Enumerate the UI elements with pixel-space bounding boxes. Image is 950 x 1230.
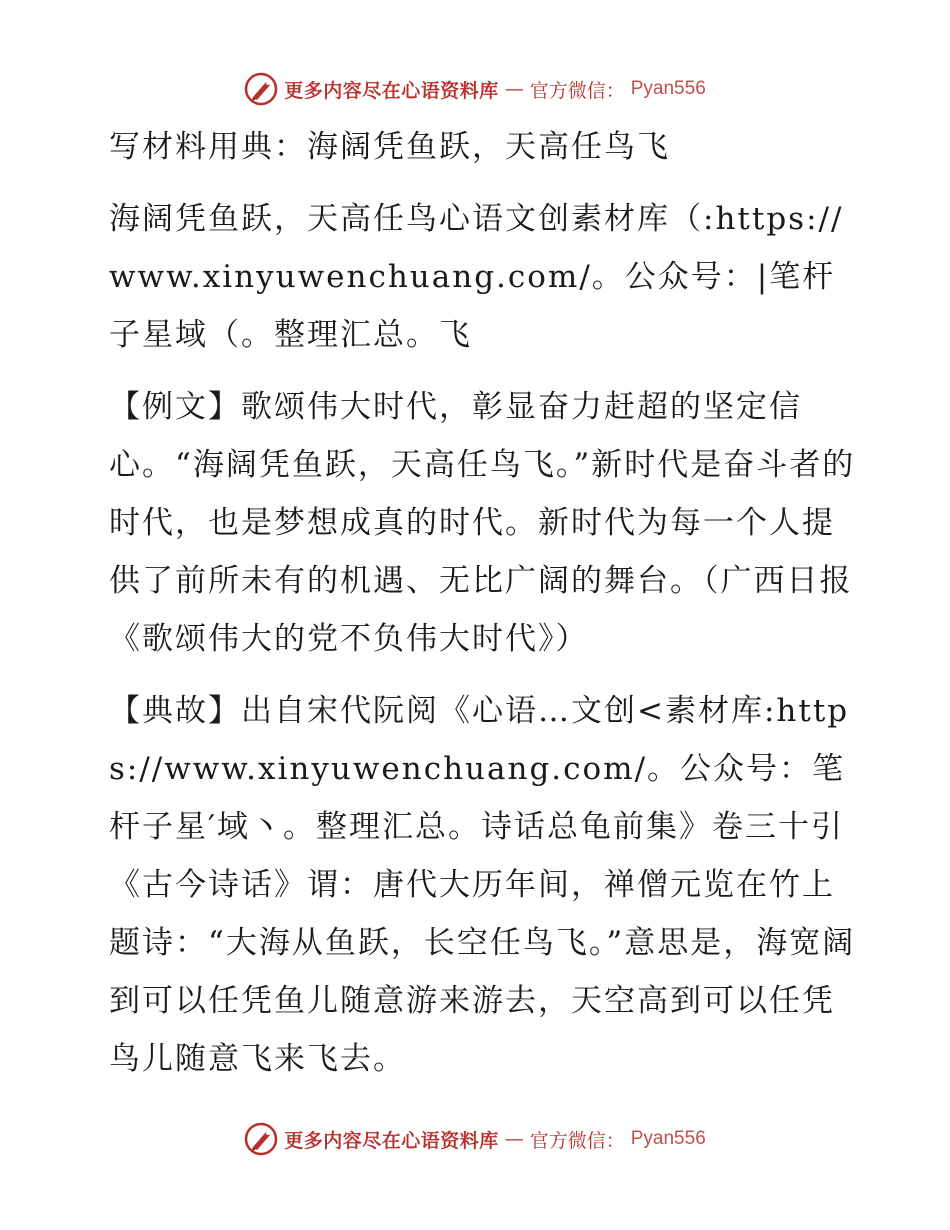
footer-wechat-label: 官方微信： — [529, 1129, 625, 1152]
footer-wechat-id: Pyan556 — [630, 1128, 706, 1149]
header-banner-dash: — — [504, 78, 524, 100]
header-banner-text: 更多内容尽在心语资料库 — [284, 79, 499, 102]
document-title: 写材料用典：海阔凭鱼跃，天高任鸟飞 — [109, 129, 670, 165]
paragraph-allusion: 【典故】出自宋代阮阅《心语…文创<素材库:https://www.xinyuwenchuang.com/。公众号：笔杆子星′域丶。整理汇总。诗话总龟前集》卷三十引《古今诗话》谓：唐代大历年间，禅僧元览在竹上题诗：“大海从鱼跃，长空任鸟飞。”意思是，海宽阔到可以任凭鱼儿随意游来游去，天空高到可以任凭鸟儿随意飞来飞去。 — [109, 693, 856, 1077]
page-header — [0, 72, 950, 106]
header-wechat-id: Pyan556 — [630, 78, 706, 99]
header-wechat-label: 官方微信： — [529, 79, 625, 102]
page-footer — [0, 1122, 950, 1156]
paragraph-intro: 海阔凭鱼跃，天高任鸟心语文创素材库（:https://www.xinyuwenchuang.com/。公众号：|笔杆子星域（。整理汇总。飞 — [109, 201, 844, 353]
paragraph-example: 【例文】歌颂伟大时代，彰显奋力赶超的坚定信心。“海阔凭鱼跃，天高任鸟飞。”新时代是奋斗者的时代，也是梦想成真的时代。新时代为每一个人提供了前所未有的机遇、无比广阔的舞台。（广西日报《歌颂伟大的党不负伟大时代》） — [109, 389, 856, 657]
footer-banner-dash: — — [504, 1128, 524, 1150]
footer-banner-text: 更多内容尽在心语资料库 — [284, 1129, 499, 1152]
pen-logo-icon — [244, 72, 278, 106]
document-body — [97, 118, 857, 1102]
pen-logo-icon — [244, 1122, 278, 1156]
